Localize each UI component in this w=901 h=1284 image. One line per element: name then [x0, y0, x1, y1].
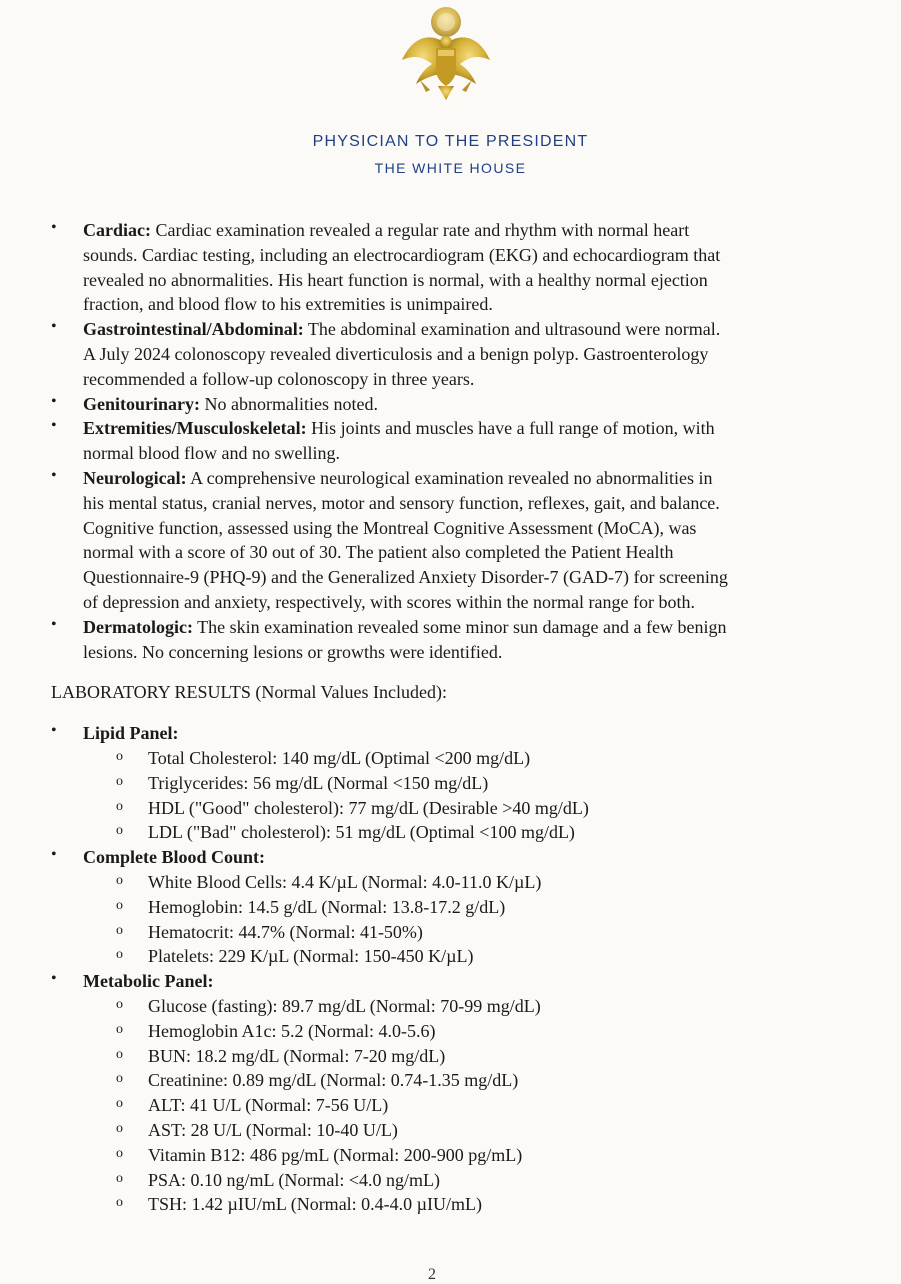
bullet-dot: •	[51, 722, 57, 740]
sub-bullet-icon: o	[116, 798, 123, 814]
lab-group-label	[83, 969, 213, 993]
sub-bullet-icon: o	[116, 1170, 123, 1186]
lab-result: PSA: 0.10 ng/mL (Normal: <4.0 ng/mL)	[148, 1169, 440, 1190]
sub-bullet-icon: o	[116, 823, 123, 839]
lab-heading: LABORATORY RESULTS (Normal Values Included):	[51, 682, 447, 703]
sub-bullet-icon: o	[116, 1071, 123, 1087]
sub-bullet-icon: o	[116, 1195, 123, 1211]
lab-result: Triglycerides: 56 mg/dL (Normal <150 mg/dL)	[148, 772, 489, 793]
exam-line	[83, 540, 674, 564]
exam-line	[83, 292, 493, 316]
exam-line	[83, 268, 708, 292]
lab-result: Glucose (fasting): 89.7 mg/dL (Normal: 70-99 mg/dL)	[148, 996, 541, 1016]
lab-result: Total Cholesterol: 140 mg/dL (Optimal <200 mg/dL)	[148, 748, 531, 768]
lab-result: BUN: 18.2 mg/dL (Normal: 7-20 mg/dL)	[148, 1045, 446, 1066]
lab-group-label	[83, 721, 179, 745]
exam-item	[83, 392, 378, 416]
exam-text: of depression and anxiety, respectively, with scores within the normal range for both.	[83, 592, 695, 612]
lab-group-label	[83, 845, 265, 869]
exam-label: Dermatologic:	[83, 616, 193, 637]
exam-text: normal with a score of 30 out of 30. The patient also completed the Patient Health	[83, 542, 674, 563]
exam-text: Cognitive function, assessed using the Montreal Cognitive Assessment (MoCA), was	[83, 517, 697, 538]
bullet-dot: •	[51, 970, 57, 988]
exam-text: The abdominal examination and ultrasound were normal.	[303, 319, 721, 340]
exam-line	[83, 491, 720, 515]
header-subtitle: THE WHITE HOUSE	[374, 160, 527, 176]
exam-item	[83, 317, 720, 341]
sub-bullet-icon: o	[116, 897, 123, 913]
bullet-dot: •	[51, 392, 57, 410]
exam-item	[83, 416, 715, 440]
sub-bullet-icon: o	[116, 997, 123, 1012]
exam-text: The skin examination revealed some minor sun damage and a few benign	[192, 616, 727, 637]
sub-bullet-icon: o	[116, 922, 123, 938]
lab-result: AST: 28 U/L (Normal: 10-40 U/L)	[148, 1120, 398, 1140]
exam-text: A July 2024 colonoscopy revealed diverticulosis and a benign polyp. Gastroenterology	[83, 344, 709, 364]
bullet-dot: •	[51, 219, 57, 236]
exam-text: revealed no abnormalities. His heart function is normal, with a healthy normal ejection	[83, 269, 708, 290]
exam-text: fraction, and blood flow to his extremities is unimpaired.	[83, 294, 493, 315]
exam-text: his mental status, cranial nerves, motor and sensory function, reflexes, gait, and balance.	[83, 492, 720, 513]
lab-result: White Blood Cells: 4.4 K/µL (Normal: 4.0-11.0 K/µL)	[148, 872, 542, 892]
sub-bullet-icon: o	[116, 1046, 123, 1062]
lab-result: Hemoglobin: 14.5 g/dL (Normal: 13.8-17.2 g/dL)	[148, 896, 506, 917]
bullet-dot: •	[51, 615, 57, 633]
exam-text: normal blood flow and no swelling.	[83, 443, 340, 464]
lab-result: Creatinine: 0.89 mg/dL (Normal: 0.74-1.35 mg/dL)	[148, 1070, 519, 1091]
exam-text: recommended a follow-up colonoscopy in three years.	[83, 368, 475, 389]
exam-item	[83, 615, 726, 639]
exam-text: His joints and muscles have a full range of motion, with	[306, 418, 715, 439]
header-title: PHYSICIAN TO THE PRESIDENT	[312, 133, 589, 150]
sub-bullet-icon: o	[116, 773, 123, 789]
lab-result: HDL ("Good" cholesterol): 77 mg/dL (Desirable >40 mg/dL)	[148, 797, 589, 818]
exam-line	[83, 565, 728, 589]
exam-line	[83, 640, 502, 664]
lab-result: Hemoglobin A1c: 5.2 (Normal: 4.0-5.6)	[148, 1020, 436, 1041]
exam-label: Genitourinary:	[83, 393, 200, 414]
sub-bullet-icon: o	[116, 1145, 123, 1161]
lab-result: Vitamin B12: 486 pg/mL (Normal: 200-900 pg/mL)	[148, 1144, 523, 1165]
exam-label: Extremities/Musculoskeletal:	[83, 418, 307, 439]
lab-result: Platelets: 229 K/µL (Normal: 150-450 K/µL)	[148, 946, 474, 967]
sub-bullet-icon: o	[116, 749, 123, 764]
exam-item	[83, 466, 713, 490]
lab-result: TSH: 1.42 µIU/mL (Normal: 0.4-4.0 µIU/mL)	[148, 1194, 483, 1215]
bullet-dot: •	[51, 318, 57, 336]
presidential-seal-icon	[398, 4, 494, 102]
exam-line	[83, 516, 696, 540]
lab-result: Hematocrit: 44.7% (Normal: 41-50%)	[148, 921, 423, 942]
exam-text: lesions. No concerning lesions or growths were identified.	[83, 641, 503, 662]
exam-item	[83, 218, 689, 242]
sub-bullet-icon: o	[116, 873, 123, 888]
exam-text: sounds. Cardiac testing, including an electrocardiogram (EKG) and echocardiogram that	[83, 244, 721, 265]
bullet-dot: •	[51, 467, 57, 484]
lab-result: LDL ("Bad" cholesterol): 51 mg/dL (Optimal <100 mg/dL)	[148, 822, 575, 843]
lab-result: ALT: 41 U/L (Normal: 7-56 U/L)	[148, 1095, 389, 1116]
exam-text: No abnormalities noted.	[200, 393, 378, 414]
exam-line	[83, 441, 340, 465]
exam-line	[83, 590, 695, 614]
exam-label: Cardiac:	[83, 220, 151, 240]
exam-text: Questionnaire-9 (PHQ-9) and the Generalized Anxiety Disorder-7 (GAD-7) for screening	[83, 567, 728, 588]
lab-group-title: Metabolic Panel:	[83, 971, 214, 992]
lab-group-title: Complete Blood Count:	[83, 847, 266, 868]
lab-group-title: Lipid Panel:	[83, 723, 179, 744]
exam-label: Neurological:	[83, 468, 187, 488]
exam-line	[83, 342, 708, 366]
bullet-dot: •	[51, 417, 57, 435]
exam-text: Cardiac examination revealed a regular rate and rhythm with normal heart	[150, 220, 690, 240]
exam-label: Gastrointestinal/Abdominal:	[83, 319, 304, 340]
sub-bullet-icon: o	[116, 947, 123, 963]
page-number: 2	[428, 1266, 436, 1283]
exam-line	[83, 367, 474, 391]
sub-bullet-icon: o	[116, 1021, 123, 1037]
bullet-dot: •	[51, 846, 57, 864]
exam-line	[83, 243, 720, 267]
sub-bullet-icon: o	[116, 1096, 123, 1112]
exam-text: A comprehensive neurological examination revealed no abnormalities in	[186, 468, 713, 488]
sub-bullet-icon: o	[116, 1121, 123, 1136]
